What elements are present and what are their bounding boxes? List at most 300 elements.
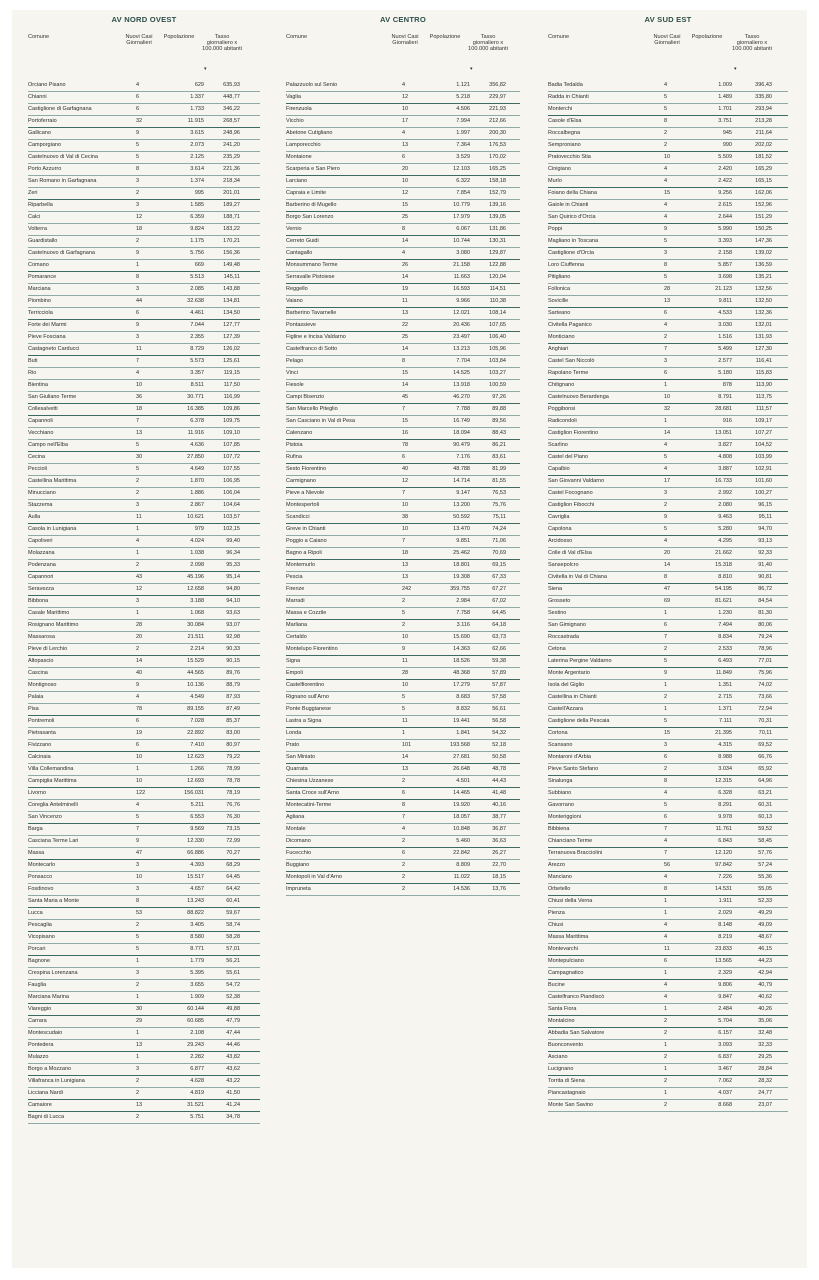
cell-comune: Chianciano Terme [548, 838, 593, 844]
cell-nuovi-casi: 2 [664, 766, 668, 772]
table-row [548, 404, 788, 416]
cell-nuovi-casi: 1 [136, 766, 140, 772]
table-row [548, 524, 788, 536]
cell-tasso: 127,30 [755, 346, 772, 352]
cell-popolazione: 29.243 [187, 1042, 204, 1048]
table-row [28, 1076, 260, 1088]
cell-comune: Montignoso [28, 682, 57, 688]
cell-nuovi-casi: 6 [136, 94, 140, 100]
table-row [548, 212, 788, 224]
cell-popolazione: 5.573 [190, 358, 204, 364]
cell-tasso: 55,61 [226, 970, 240, 976]
cell-popolazione: 669 [194, 262, 204, 268]
cell-nuovi-casi: 22 [402, 322, 409, 328]
cell-popolazione: 10.744 [453, 238, 470, 244]
cell-comune: Comano [28, 262, 49, 268]
cell-comune: Siena [548, 586, 563, 592]
cell-nuovi-casi: 4 [402, 826, 406, 832]
cell-comune: Empoli [286, 670, 303, 676]
cell-popolazione: 54.195 [715, 586, 732, 592]
cell-popolazione: 4.549 [190, 694, 204, 700]
table-row [28, 488, 260, 500]
cell-comune: Capannori [28, 574, 54, 580]
cell-nuovi-casi: 9 [136, 322, 140, 328]
cell-tasso: 201,01 [223, 190, 240, 196]
cell-nuovi-casi: 15 [664, 190, 671, 196]
cell-popolazione: 3.393 [718, 238, 732, 244]
cell-comune: Vicopisano [28, 934, 55, 940]
table-row [28, 200, 260, 212]
cell-nuovi-casi: 45 [402, 394, 409, 400]
sort-arrow-icon[interactable]: ▾ [734, 66, 737, 72]
table-row [28, 536, 260, 548]
table-body [286, 80, 520, 896]
cell-nuovi-casi: 26 [402, 262, 409, 268]
table-row [286, 728, 520, 740]
cell-nuovi-casi: 40 [402, 466, 409, 472]
cell-nuovi-casi: 8 [664, 262, 668, 268]
cell-popolazione: 18.801 [453, 562, 470, 568]
table-row [286, 392, 520, 404]
cell-popolazione: 1.374 [190, 178, 204, 184]
table-row [286, 836, 520, 848]
cell-nuovi-casi: 5 [402, 706, 406, 712]
table-row [28, 800, 260, 812]
table-row [548, 992, 788, 1004]
table-row [286, 692, 520, 704]
cell-nuovi-casi: 2 [664, 1102, 668, 1108]
cell-comune: Rio [28, 370, 37, 376]
cell-tasso: 103,99 [755, 454, 772, 460]
cell-nuovi-casi: 12 [136, 214, 143, 220]
table-row [286, 500, 520, 512]
cell-nuovi-casi: 9 [664, 226, 668, 232]
cell-comune: Peccioli [28, 466, 47, 472]
cell-popolazione: 6.837 [718, 1054, 732, 1060]
cell-comune: Gaiole in Chianti [548, 202, 589, 208]
cell-nuovi-casi: 7 [136, 358, 140, 364]
cell-comune: Lamporecchio [286, 142, 321, 148]
cell-nuovi-casi: 78 [136, 706, 143, 712]
cell-popolazione: 2.422 [718, 178, 732, 184]
cell-comune: Pieve a Nievole [286, 490, 325, 496]
cell-nuovi-casi: 9 [402, 646, 406, 652]
cell-popolazione: 18.526 [453, 658, 470, 664]
cell-popolazione: 4.037 [718, 1090, 732, 1096]
table-row [28, 344, 260, 356]
cell-comune: Subbiano [548, 790, 572, 796]
cell-comune: Torrita di Siena [548, 1078, 585, 1084]
table-row [548, 368, 788, 380]
table-row [548, 620, 788, 632]
cell-tasso: 102,91 [755, 466, 772, 472]
table-row [28, 716, 260, 728]
cell-nuovi-casi: 6 [402, 850, 406, 856]
cell-comune: Castelfiorentino [286, 682, 325, 688]
cell-nuovi-casi: 4 [136, 370, 140, 376]
cell-tasso: 139,02 [755, 250, 772, 256]
cell-popolazione: 7.410 [190, 742, 204, 748]
cell-nuovi-casi: 1 [136, 958, 140, 964]
cell-popolazione: 60.144 [187, 1006, 204, 1012]
cell-comune: Piombino [28, 298, 51, 304]
cell-comune: Vecchiano [28, 430, 54, 436]
table-row [28, 140, 260, 152]
cell-comune: Livorno [28, 790, 47, 796]
cell-tasso: 176,53 [489, 142, 506, 148]
cell-nuovi-casi: 13 [402, 310, 409, 316]
cell-popolazione: 12.120 [715, 850, 732, 856]
cell-tasso: 346,22 [223, 106, 240, 112]
cell-popolazione: 945 [722, 130, 732, 136]
cell-comune: Borgo San Lorenzo [286, 214, 334, 220]
cell-popolazione: 7.854 [456, 190, 470, 196]
cell-nuovi-casi: 7 [402, 538, 406, 544]
table-row [28, 920, 260, 932]
cell-nuovi-casi: 2 [664, 1078, 668, 1084]
cell-nuovi-casi: 10 [664, 154, 671, 160]
cell-popolazione: 1.371 [718, 706, 732, 712]
cell-nuovi-casi: 4 [136, 538, 140, 544]
cell-comune: Collesalvetti [28, 406, 58, 412]
col-header-tasso: Tasso giornaliero x 100.000 abitanti [202, 34, 242, 52]
cell-comune: Minucciano [28, 490, 56, 496]
table-row [548, 848, 788, 860]
cell-nuovi-casi: 1 [664, 706, 668, 712]
cell-nuovi-casi: 4 [664, 202, 668, 208]
cell-comune: Chiusi [548, 922, 564, 928]
cell-popolazione: 15.690 [453, 634, 470, 640]
cell-nuovi-casi: 19 [136, 730, 143, 736]
table-row [286, 476, 520, 488]
cell-nuovi-casi: 5 [136, 466, 140, 472]
cell-tasso: 202,02 [755, 142, 772, 148]
cell-nuovi-casi: 242 [402, 586, 412, 592]
cell-nuovi-casi: 2 [664, 142, 668, 148]
cell-tasso: 170,21 [223, 238, 240, 244]
cell-comune: Cortona [548, 730, 568, 736]
cell-comune: Santa Fiora [548, 1006, 577, 1012]
cell-tasso: 143,88 [223, 286, 240, 292]
cell-tasso: 147,36 [755, 238, 772, 244]
table-row [286, 536, 520, 548]
cell-nuovi-casi: 78 [402, 442, 409, 448]
cell-nuovi-casi: 8 [664, 118, 668, 124]
table-row [548, 536, 788, 548]
cell-popolazione: 10.848 [453, 826, 470, 832]
cell-nuovi-casi: 4 [664, 82, 668, 88]
cell-popolazione: 8.291 [718, 802, 732, 808]
cell-tasso: 86,21 [492, 442, 506, 448]
cell-comune: Manciano [548, 874, 572, 880]
cell-comune: Crespina Lorenzana [28, 970, 78, 976]
table-row [548, 1100, 788, 1112]
cell-comune: Figline e Incisa Valdarno [286, 334, 346, 340]
cell-tasso: 127,77 [223, 322, 240, 328]
cell-popolazione: 6.157 [718, 1030, 732, 1036]
cell-comune: Castell'Azzara [548, 706, 583, 712]
cell-tasso: 29,25 [758, 1054, 772, 1060]
cell-tasso: 48,78 [492, 766, 506, 772]
sort-arrow-icon[interactable]: ▾ [470, 66, 473, 72]
cell-tasso: 71,06 [492, 538, 506, 544]
col-header-nuovi-casi: Nuovi Casi Giornalieri [125, 34, 153, 46]
cell-comune: Monteriggioni [548, 814, 582, 820]
cell-tasso: 152,96 [755, 202, 772, 208]
cell-popolazione: 15.529 [187, 658, 204, 664]
cell-nuovi-casi: 20 [664, 550, 671, 556]
cell-comune: Vaglia [286, 94, 301, 100]
cell-nuovi-casi: 4 [664, 442, 668, 448]
cell-nuovi-casi: 8 [664, 778, 668, 784]
cell-popolazione: 5.513 [190, 274, 204, 280]
cell-nuovi-casi: 5 [136, 442, 140, 448]
cell-comune: Terricciola [28, 310, 53, 316]
table-row [28, 464, 260, 476]
cell-popolazione: 2.080 [718, 502, 732, 508]
cell-tasso: 43,62 [226, 1066, 240, 1072]
table-row [286, 572, 520, 584]
cell-comune: Monticiano [548, 334, 575, 340]
cell-comune: Monte Argentario [548, 670, 590, 676]
cell-tasso: 183,22 [223, 226, 240, 232]
cell-comune: Roccastrada [548, 634, 579, 640]
cell-popolazione: 28.681 [715, 406, 732, 412]
table-header [28, 34, 260, 80]
cell-comune: Campi Bisenzio [286, 394, 325, 400]
table-row [28, 896, 260, 908]
cell-nuovi-casi: 2 [664, 334, 668, 340]
cell-nuovi-casi: 12 [136, 586, 143, 592]
table-row [548, 320, 788, 332]
cell-comune: Buggiano [286, 862, 310, 868]
cell-tasso: 131,86 [489, 226, 506, 232]
cell-nuovi-casi: 6 [664, 310, 668, 316]
cell-popolazione: 2.644 [718, 214, 732, 220]
cell-tasso: 64,45 [226, 874, 240, 880]
cell-nuovi-casi: 10 [402, 502, 409, 508]
cell-tasso: 162,06 [755, 190, 772, 196]
cell-nuovi-casi: 13 [402, 574, 409, 580]
cell-nuovi-casi: 47 [664, 586, 671, 592]
cell-comune: Anghiari [548, 346, 569, 352]
cell-popolazione: 2.282 [190, 1054, 204, 1060]
cell-comune: Vaiano [286, 298, 303, 304]
table-row [28, 872, 260, 884]
cell-popolazione: 7.028 [190, 718, 204, 724]
cell-comune: Cerreto Guidi [286, 238, 319, 244]
cell-popolazione: 3.116 [456, 622, 470, 628]
cell-popolazione: 1.175 [190, 238, 204, 244]
cell-comune: Foiano della Chiana [548, 190, 597, 196]
table-row [28, 104, 260, 116]
cell-tasso: 52,38 [226, 994, 240, 1000]
cell-comune: Stazzema [28, 502, 53, 508]
cell-popolazione: 8.791 [718, 394, 732, 400]
cell-nuovi-casi: 2 [136, 490, 140, 496]
cell-tasso: 100,27 [755, 490, 772, 496]
cell-nuovi-casi: 3 [136, 178, 140, 184]
cell-tasso: 134,50 [223, 310, 240, 316]
cell-popolazione: 2.984 [456, 598, 470, 604]
cell-comune: Rufina [286, 454, 302, 460]
cell-nuovi-casi: 9 [664, 514, 668, 520]
cell-tasso: 116,99 [223, 394, 240, 400]
cell-nuovi-casi: 14 [402, 274, 409, 280]
cell-comune: Coreglia Antelminelli [28, 802, 78, 808]
table-row [28, 176, 260, 188]
sort-arrow-icon[interactable]: ▾ [204, 66, 207, 72]
cell-tasso: 132,36 [755, 310, 772, 316]
cell-nuovi-casi: 6 [664, 958, 668, 964]
cell-popolazione: 5.499 [718, 346, 732, 352]
cell-popolazione: 8.729 [190, 346, 204, 352]
cell-tasso: 56,58 [492, 718, 506, 724]
cell-nuovi-casi: 3 [136, 502, 140, 508]
table-row [286, 680, 520, 692]
table-row [286, 524, 520, 536]
cell-comune: Vinci [286, 370, 298, 376]
cell-comune: Londa [286, 730, 302, 736]
cell-nuovi-casi: 14 [664, 430, 671, 436]
cell-comune: Campagnatico [548, 970, 584, 976]
cell-popolazione: 11.849 [715, 670, 732, 676]
cell-popolazione: 4.533 [718, 310, 732, 316]
cell-comune: Pieve Fosciana [28, 334, 66, 340]
cell-nuovi-casi: 4 [664, 214, 668, 220]
cell-comune: Larciano [286, 178, 308, 184]
cell-tasso: 132,50 [755, 298, 772, 304]
cell-comune: San Vincenzo [28, 814, 62, 820]
cell-popolazione: 9.811 [718, 298, 732, 304]
cell-tasso: 74,02 [758, 682, 772, 688]
table-row [28, 968, 260, 980]
cell-tasso: 213,28 [755, 118, 772, 124]
cell-nuovi-casi: 4 [664, 166, 668, 172]
table-row [548, 1028, 788, 1040]
table-row [548, 140, 788, 152]
cell-tasso: 70,69 [492, 550, 506, 556]
cell-tasso: 41,48 [492, 790, 506, 796]
table-body [28, 80, 260, 1124]
cell-comune: Cetona [548, 646, 566, 652]
cell-popolazione: 7.994 [456, 118, 470, 124]
table-row [286, 320, 520, 332]
cell-nuovi-casi: 14 [402, 382, 409, 388]
table-row [28, 356, 260, 368]
table-row [548, 488, 788, 500]
cell-nuovi-casi: 1 [664, 898, 668, 904]
cell-comune: Montepulciano [548, 958, 584, 964]
cell-popolazione: 16.385 [187, 406, 204, 412]
cell-comune: Terranuova Bracciolini [548, 850, 603, 856]
table-row [548, 908, 788, 920]
cell-popolazione: 9.256 [718, 190, 732, 196]
cell-comune: Rapolano Terme [548, 370, 589, 376]
cell-comune: Piancastagnaio [548, 1090, 586, 1096]
cell-popolazione: 10.621 [187, 514, 204, 520]
cell-popolazione: 990 [722, 142, 732, 148]
cell-nuovi-casi: 4 [664, 982, 668, 988]
table-row [28, 476, 260, 488]
cell-tasso: 108,14 [489, 310, 506, 316]
cell-comune: Montelupo Fiorentino [286, 646, 338, 652]
cell-popolazione: 4.636 [190, 442, 204, 448]
table-row [286, 92, 520, 104]
cell-popolazione: 22.892 [187, 730, 204, 736]
cell-tasso: 396,43 [755, 82, 772, 88]
cell-nuovi-casi: 47 [136, 850, 143, 856]
cell-popolazione: 3.093 [718, 1042, 732, 1048]
cell-nuovi-casi: 3 [136, 202, 140, 208]
cell-nuovi-casi: 2 [136, 1078, 140, 1084]
cell-popolazione: 18.094 [453, 430, 470, 436]
cell-tasso: 130,31 [489, 238, 506, 244]
cell-tasso: 120,04 [489, 274, 506, 280]
cell-tasso: 48,67 [758, 934, 772, 940]
cell-popolazione: 9.463 [718, 514, 732, 520]
cell-popolazione: 1.121 [456, 82, 470, 88]
table-row [28, 332, 260, 344]
cell-comune: Montescudaio [28, 1030, 63, 1036]
cell-tasso: 58,74 [226, 922, 240, 928]
table-row [548, 200, 788, 212]
cell-comune: Lucca [28, 910, 43, 916]
cell-comune: Marliana [286, 622, 308, 628]
cell-nuovi-casi: 3 [136, 1066, 140, 1072]
cell-comune: Scandicci [286, 514, 310, 520]
cell-nuovi-casi: 13 [402, 562, 409, 568]
cell-comune: Aulla [28, 514, 41, 520]
cell-comune: Colle di Val d'Elsa [548, 550, 592, 556]
cell-comune: Monte San Savino [548, 1102, 593, 1108]
cell-nuovi-casi: 1 [664, 1090, 668, 1096]
table-row [286, 740, 520, 752]
table-row [548, 500, 788, 512]
cell-tasso: 58,28 [226, 934, 240, 940]
cell-nuovi-casi: 1 [664, 1066, 668, 1072]
cell-nuovi-casi: 1 [664, 1006, 668, 1012]
table-row [286, 788, 520, 800]
cell-tasso: 28,32 [758, 1078, 772, 1084]
table-row [548, 596, 788, 608]
cell-comune: Casole d'Elsa [548, 118, 582, 124]
cell-comune: Pieve di Lerchio [28, 646, 68, 652]
cell-popolazione: 8.834 [718, 634, 732, 640]
table-row [286, 104, 520, 116]
cell-popolazione: 97.842 [715, 862, 732, 868]
cell-nuovi-casi: 2 [664, 694, 668, 700]
table-row [286, 200, 520, 212]
cell-nuovi-casi: 53 [136, 910, 143, 916]
cell-tasso: 70,31 [758, 718, 772, 724]
table-row [28, 440, 260, 452]
cell-comune: Capoliveri [28, 538, 53, 544]
cell-tasso: 79,24 [758, 634, 772, 640]
cell-comune: Bucine [548, 982, 565, 988]
table-row [548, 392, 788, 404]
cell-nuovi-casi: 2 [402, 838, 406, 844]
table-row [286, 812, 520, 824]
table-row [28, 860, 260, 872]
table-row [28, 212, 260, 224]
table-row [286, 512, 520, 524]
cell-comune: Dicomano [286, 838, 311, 844]
cell-tasso: 131,93 [755, 334, 772, 340]
cell-popolazione: 5.756 [190, 250, 204, 256]
table-row [548, 740, 788, 752]
cell-popolazione: 11.916 [187, 430, 204, 436]
